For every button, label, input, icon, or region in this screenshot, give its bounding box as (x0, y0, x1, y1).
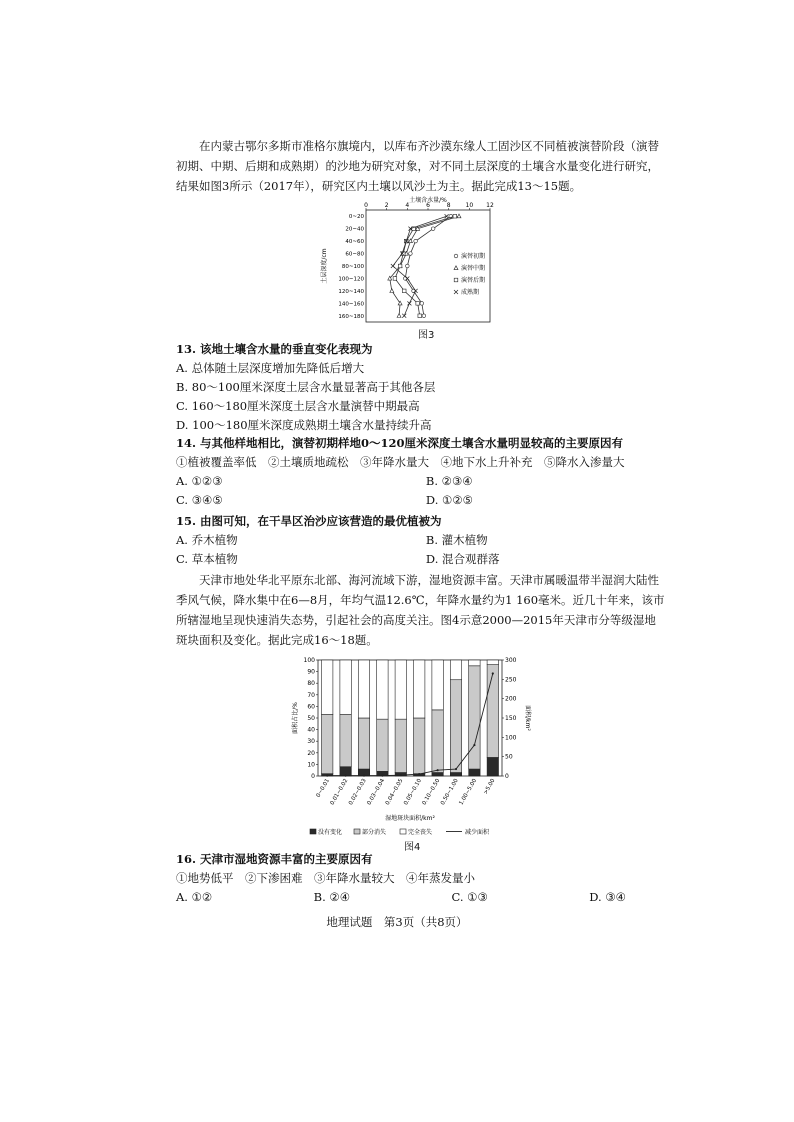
fig4-legend-label: 部分消失 (362, 829, 387, 836)
fig4-legend-swatch (400, 829, 406, 834)
fig3-y-tick-label: 60~80 (345, 251, 364, 258)
figure-3-caption: 图3 (418, 330, 435, 341)
intro-paragraph-2: 天津市地处华北平原东北部、海河流域下游，湿地资源丰富。天津市属暖温带半湿润大陆性季风气候，降水集中在6—8月，年均气温12.6℃，年降水量约为1 160毫米。近几十年来，该市所辖湿地呈现快速消失态势，引起社会的高度关注。图4示意2000—2015年天津市分等级湿地斑块面积及变化。据此完成16～18题。 (176, 573, 665, 647)
fig4-bar-segment (469, 660, 480, 666)
page-footer: 地理试题 第3页（共8页） (326, 915, 468, 929)
fig3-legend-label: 演替中期 (461, 265, 486, 272)
fig3-y-tick-label: 40~60 (345, 239, 364, 246)
q15-option-c[interactable]: C. 草本植物 (176, 552, 238, 566)
fig4-left-tick-label: 30 (307, 738, 315, 746)
question-14-items: ①植被覆盖率低 ②土壤质地疏松 ③年降水量大 ④地下水上升补充 ⑤降水入渗量大 (176, 455, 625, 469)
fig3-point (416, 302, 420, 306)
fig3-point (418, 314, 422, 318)
fig3-x-tick-label: 12 (486, 202, 494, 209)
fig3-y-axis-label: 土层深度/cm (321, 248, 328, 284)
fig4-bar-segment (358, 718, 369, 769)
fig3-point (402, 314, 406, 318)
q14-option-c[interactable]: C. ③④⑤ (176, 493, 223, 507)
fig3-top-axis-label: 土壤含水量/% (409, 197, 447, 204)
fig4-left-tick-label: 40 (307, 726, 315, 734)
fig3-y-tick-label: 140~160 (338, 301, 364, 308)
fig3-point (457, 214, 461, 218)
fig4-left-tick-label: 80 (307, 680, 315, 688)
fig4-bar-segment (450, 773, 461, 776)
fig3-legend-marker (454, 254, 458, 258)
fig3-point (391, 264, 395, 268)
fig3-point (422, 314, 426, 318)
fig3-x-tick-label: 8 (446, 202, 451, 209)
fig4-left-tick-label: 20 (307, 749, 315, 757)
q15-option-d[interactable]: D. 混合观群落 (425, 552, 500, 566)
fig4-bar-segment (395, 660, 406, 719)
fig4-bar-segment (432, 710, 443, 773)
fig3-point (406, 264, 410, 268)
fig4-x-tick-label: 0.02~0.03 (347, 778, 368, 807)
fig3-legend-marker (454, 290, 458, 294)
fig4-line-point (381, 775, 383, 777)
question-16-stem: 16. 天津市湿地资源丰富的主要原因有 (176, 852, 373, 866)
fig3-x-tick-label: 4 (405, 202, 410, 209)
fig3-point (407, 301, 411, 305)
fig3-point (393, 277, 397, 281)
fig4-left-tick-label: 90 (307, 668, 315, 676)
q16-option-a[interactable]: A. ①② (176, 890, 213, 904)
fig4-left-tick-label: 60 (307, 703, 315, 711)
fig4-right-tick-label: 100 (505, 734, 517, 742)
fig4-bar-segment (469, 666, 480, 769)
fig4-bar-segment (432, 773, 443, 776)
fig4-x-tick-label: >5.00 (482, 778, 497, 796)
fig4-bar-segment (487, 660, 498, 665)
fig4-legend-label: 完全丧失 (408, 829, 433, 836)
fig4-line-point (455, 768, 457, 770)
fig4-x-tick-label: 0.04~0.05 (384, 778, 405, 807)
fig3-legend-label: 演替后期 (461, 277, 486, 284)
fig4-bar-segment (377, 719, 388, 771)
fig4-line-point (492, 672, 494, 674)
question-14-stem: 14. 与其他样地相比，演替初期样地0～120厘米深度土壤含水量明显较高的主要原因有 (176, 436, 624, 450)
fig4-x-tick-label: 0.50~1.00 (439, 778, 460, 807)
fig4-line-point (400, 774, 402, 776)
question-14 (176, 434, 666, 510)
fig3-y-tick-label: 80~100 (341, 264, 364, 270)
fig4-line-point (437, 769, 439, 771)
fig4-left-tick-label: 10 (307, 761, 315, 769)
figure-3-soil-moisture-chart (318, 196, 518, 336)
fig3-y-tick-label: 160~180 (338, 313, 364, 320)
fig4-left-tick-label: 100 (303, 657, 315, 664)
fig4-legend-swatch (310, 829, 316, 834)
fig4-bar-segment (432, 660, 443, 710)
q14-option-d[interactable]: D. ①②⑤ (425, 493, 473, 507)
fig4-line-point (345, 775, 347, 777)
fig3-series-line (395, 216, 455, 316)
fig4-legend-swatch (354, 829, 360, 834)
fig4-legend-label: 减少面积 (465, 829, 490, 836)
q15-option-a[interactable]: A. 乔木植物 (176, 533, 238, 547)
fig4-right-tick-label: 300 (505, 657, 517, 664)
fig3-x-tick-label: 6 (426, 202, 430, 209)
q13-option-c[interactable]: C. 160～180厘米深度土层含水量演替中期最高 (176, 399, 420, 413)
fig4-bar-segment (469, 769, 480, 776)
question-16 (176, 850, 666, 907)
question-15 (176, 512, 666, 569)
fig4-right-tick-label: 200 (505, 695, 517, 703)
fig4-x-tick-label: 0.10~0.50 (421, 778, 442, 807)
fig4-right-tick-label: 150 (505, 715, 517, 722)
fig4-left-tick-label: 70 (307, 691, 315, 699)
q16-option-c[interactable]: C. ①③ (451, 890, 488, 904)
q16-option-b[interactable]: B. ②④ (313, 890, 351, 904)
fig3-legend-label: 演替初期 (461, 253, 486, 260)
fig3-legend-label: 成熟期 (461, 289, 480, 296)
question-13 (176, 340, 666, 435)
fig4-bar-segment (321, 715, 332, 774)
fig3-point (453, 214, 457, 218)
fig4-bar-segment (377, 660, 388, 719)
fig3-legend-marker (454, 266, 458, 270)
figure-4-wetland-chart (290, 650, 530, 846)
q14-option-b[interactable]: B. ②③④ (425, 474, 473, 488)
q15-option-b[interactable]: B. 灌木植物 (425, 533, 488, 547)
fig4-bar-segment (413, 718, 424, 774)
question-16-items: ①地势低平 ②下渗困难 ③年降水量较大 ④年蒸发量小 (176, 871, 475, 885)
fig4-bar-segment (450, 660, 461, 680)
fig3-x-tick-label: 2 (384, 202, 389, 209)
fig4-area-line (327, 674, 493, 776)
fig3-point (431, 227, 435, 231)
fig4-line-point (326, 775, 328, 777)
fig4-bar-segment (340, 660, 351, 715)
fig4-x-tick-label: 0.01~0.02 (329, 778, 350, 807)
fig3-point (390, 289, 394, 293)
fig4-x-tick-label: 0.05~0.10 (403, 778, 423, 807)
fig4-legend-label: 没有变化 (318, 829, 343, 836)
fig4-bar-segment (321, 660, 332, 715)
q13-option-a[interactable]: A. 总体随土层深度增加先降低后增大 (176, 361, 365, 375)
fig4-bar-segment (413, 660, 424, 718)
fig4-bar-segment (395, 719, 406, 772)
fig4-left-tick-label: 0 (311, 773, 315, 780)
fig4-right-axis-label: 面积/km² (524, 705, 531, 731)
fig4-bar-segment (358, 660, 369, 718)
fig4-x-axis-label: 湿地斑块面积/km² (385, 815, 435, 822)
q13-option-b[interactable]: B. 80～100厘米深度土层含水量显著高于其他各层 (176, 380, 436, 394)
q16-option-d[interactable]: D. ③④ (589, 890, 626, 904)
fig3-y-tick-label: 100~120 (338, 276, 364, 283)
fig3-point (402, 289, 406, 293)
fig4-bar-segment (487, 757, 498, 776)
fig3-x-tick-label: 10 (465, 202, 474, 209)
fig4-line-point (473, 744, 475, 746)
fig3-point (398, 264, 402, 268)
fig4-bar-segment (340, 715, 351, 767)
fig4-left-tick-label: 50 (307, 715, 315, 722)
question-15-stem: 15. 由图可知，在干旱区治沙应该营造的最优植被为 (176, 514, 442, 528)
fig4-x-tick-label: 1.00~5.00 (458, 778, 479, 807)
fig3-point (445, 214, 449, 218)
fig4-line-point (418, 773, 420, 775)
fig3-x-tick-label: 0 (364, 202, 368, 209)
fig4-right-tick-label: 50 (505, 753, 513, 761)
fig4-x-tick-label: 0.03~0.04 (366, 778, 387, 807)
fig3-point (420, 302, 424, 306)
intro-paragraph-1: 在内蒙古鄂尔多斯市准格尔旗境内，以库布齐沙漠东缘人工固沙区不同植被演替阶段（演替初期、中期、后期和成熟期）的沙地为研究对象，对不同土层深度的土壤含水量变化进行研究，结果如图3所示（2017年），研究区内土壤以风沙土为主。据此完成13～15题。 (176, 139, 659, 193)
fig3-point (414, 239, 418, 243)
fig3-point (409, 252, 413, 256)
fig3-legend-marker (454, 278, 458, 282)
q13-option-d[interactable]: D. 100～180厘米深度成熟期土壤含水量持续升高 (176, 418, 432, 432)
question-13-stem: 13. 该地土壤含水量的垂直变化表现为 (176, 342, 373, 356)
fig4-left-axis-label: 面积占比/% (292, 702, 299, 734)
fig4-bar-segment (487, 665, 498, 758)
fig4-x-tick-label: 0~0.01 (315, 778, 331, 799)
figure-4-caption: 图4 (404, 842, 421, 853)
fig4-right-tick-label: 0 (505, 773, 509, 780)
fig3-y-tick-label: 0~20 (348, 214, 364, 221)
fig4-right-tick-label: 250 (505, 676, 517, 684)
fig3-y-tick-label: 120~140 (338, 288, 364, 295)
fig4-bar-segment (450, 680, 461, 773)
fig3-y-tick-label: 20~40 (345, 226, 364, 233)
fig3-point (397, 314, 401, 318)
q14-option-a[interactable]: A. ①②③ (176, 474, 223, 488)
fig4-line-point (363, 775, 365, 777)
